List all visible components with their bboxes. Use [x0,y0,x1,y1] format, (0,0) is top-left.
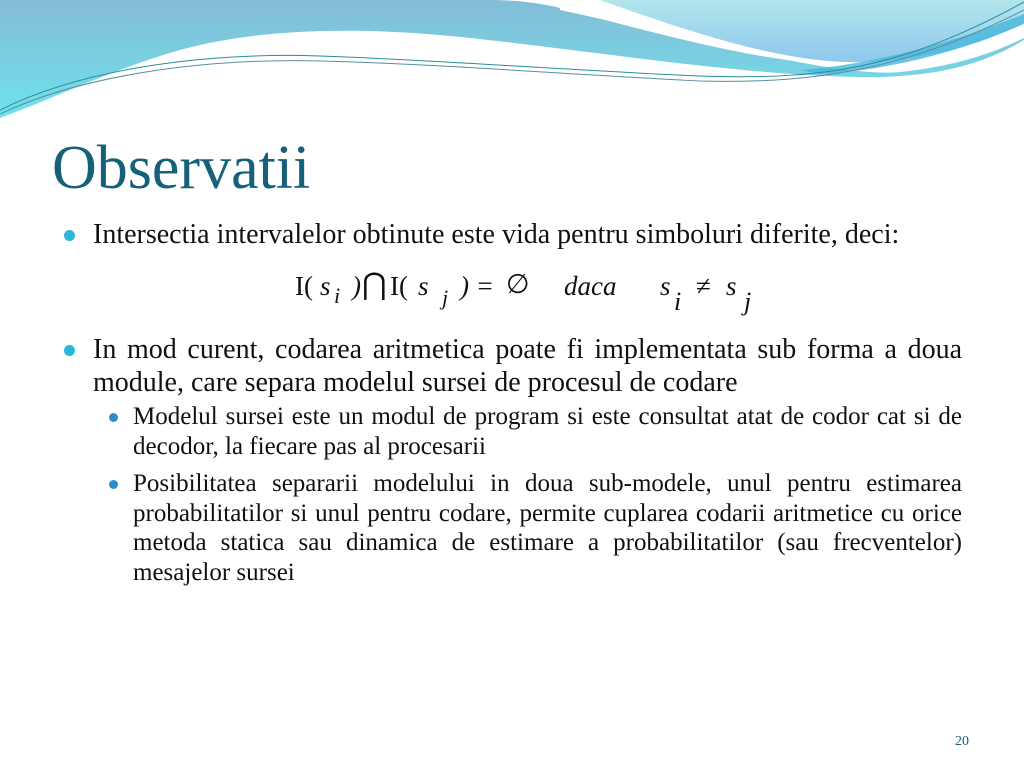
not-equal-symbol: ≠ [696,271,711,301]
formula-sub-i: i [334,283,341,308]
formula-s: s [726,271,737,301]
formula-I: I( [390,271,408,301]
empty-set-symbol: ∅ [506,269,530,299]
slide-title: Observatii [52,134,311,202]
slide-body [62,218,962,587]
bullet-item [62,218,962,251]
header-wave-decoration [0,0,1024,130]
formula-s: s [320,271,331,301]
formula-equals: ) = [460,271,494,301]
bullet-text: In mod curent, codarea aritmetica poate fi implementata sub forma a doua module, care separa modelul sursei de procesul de codare [93,334,962,398]
formula-I: I( [295,271,313,301]
formula-sub-i: i [674,287,682,316]
sub-bullet-item [62,469,962,587]
formula-s: s [660,271,671,301]
formula-s: s [418,271,429,301]
bullet-text: Intersectia intervalelor obtinute este vida pentru simboluri diferite, deci: [93,219,900,250]
formula-sub-j: j [744,287,752,316]
bullet-item [62,333,962,399]
formula-paren: ) [352,271,361,301]
page-number: 20 [955,734,969,749]
sub-bullet-text: Posibilitatea separarii modelului in doua sub-modele, unul pentru estimarea probabilitatilor si unul pentru codare, permite cuplarea codarii aritmetice cu orice metoda statica sau dinamica de estimare a probabilitatilor (sau frecventelor) mesajelor sursei [133,470,962,586]
formula-daca: daca [564,271,617,301]
bullet-dot-icon [64,230,75,241]
sub-bullet-dot-icon [109,413,118,422]
sub-bullet-text: Modelul sursei este un modul de program si este consultat atat de codor cat si de decodor, la fiecare pas al procesarii [133,403,962,460]
intersection-symbol: ⋂ [362,268,387,301]
bullet-dot-icon [64,345,75,356]
sub-bullet-dot-icon [109,480,118,489]
sub-bullet-item [62,402,962,461]
math-formula [62,257,962,319]
formula-sub-j: j [442,285,449,310]
